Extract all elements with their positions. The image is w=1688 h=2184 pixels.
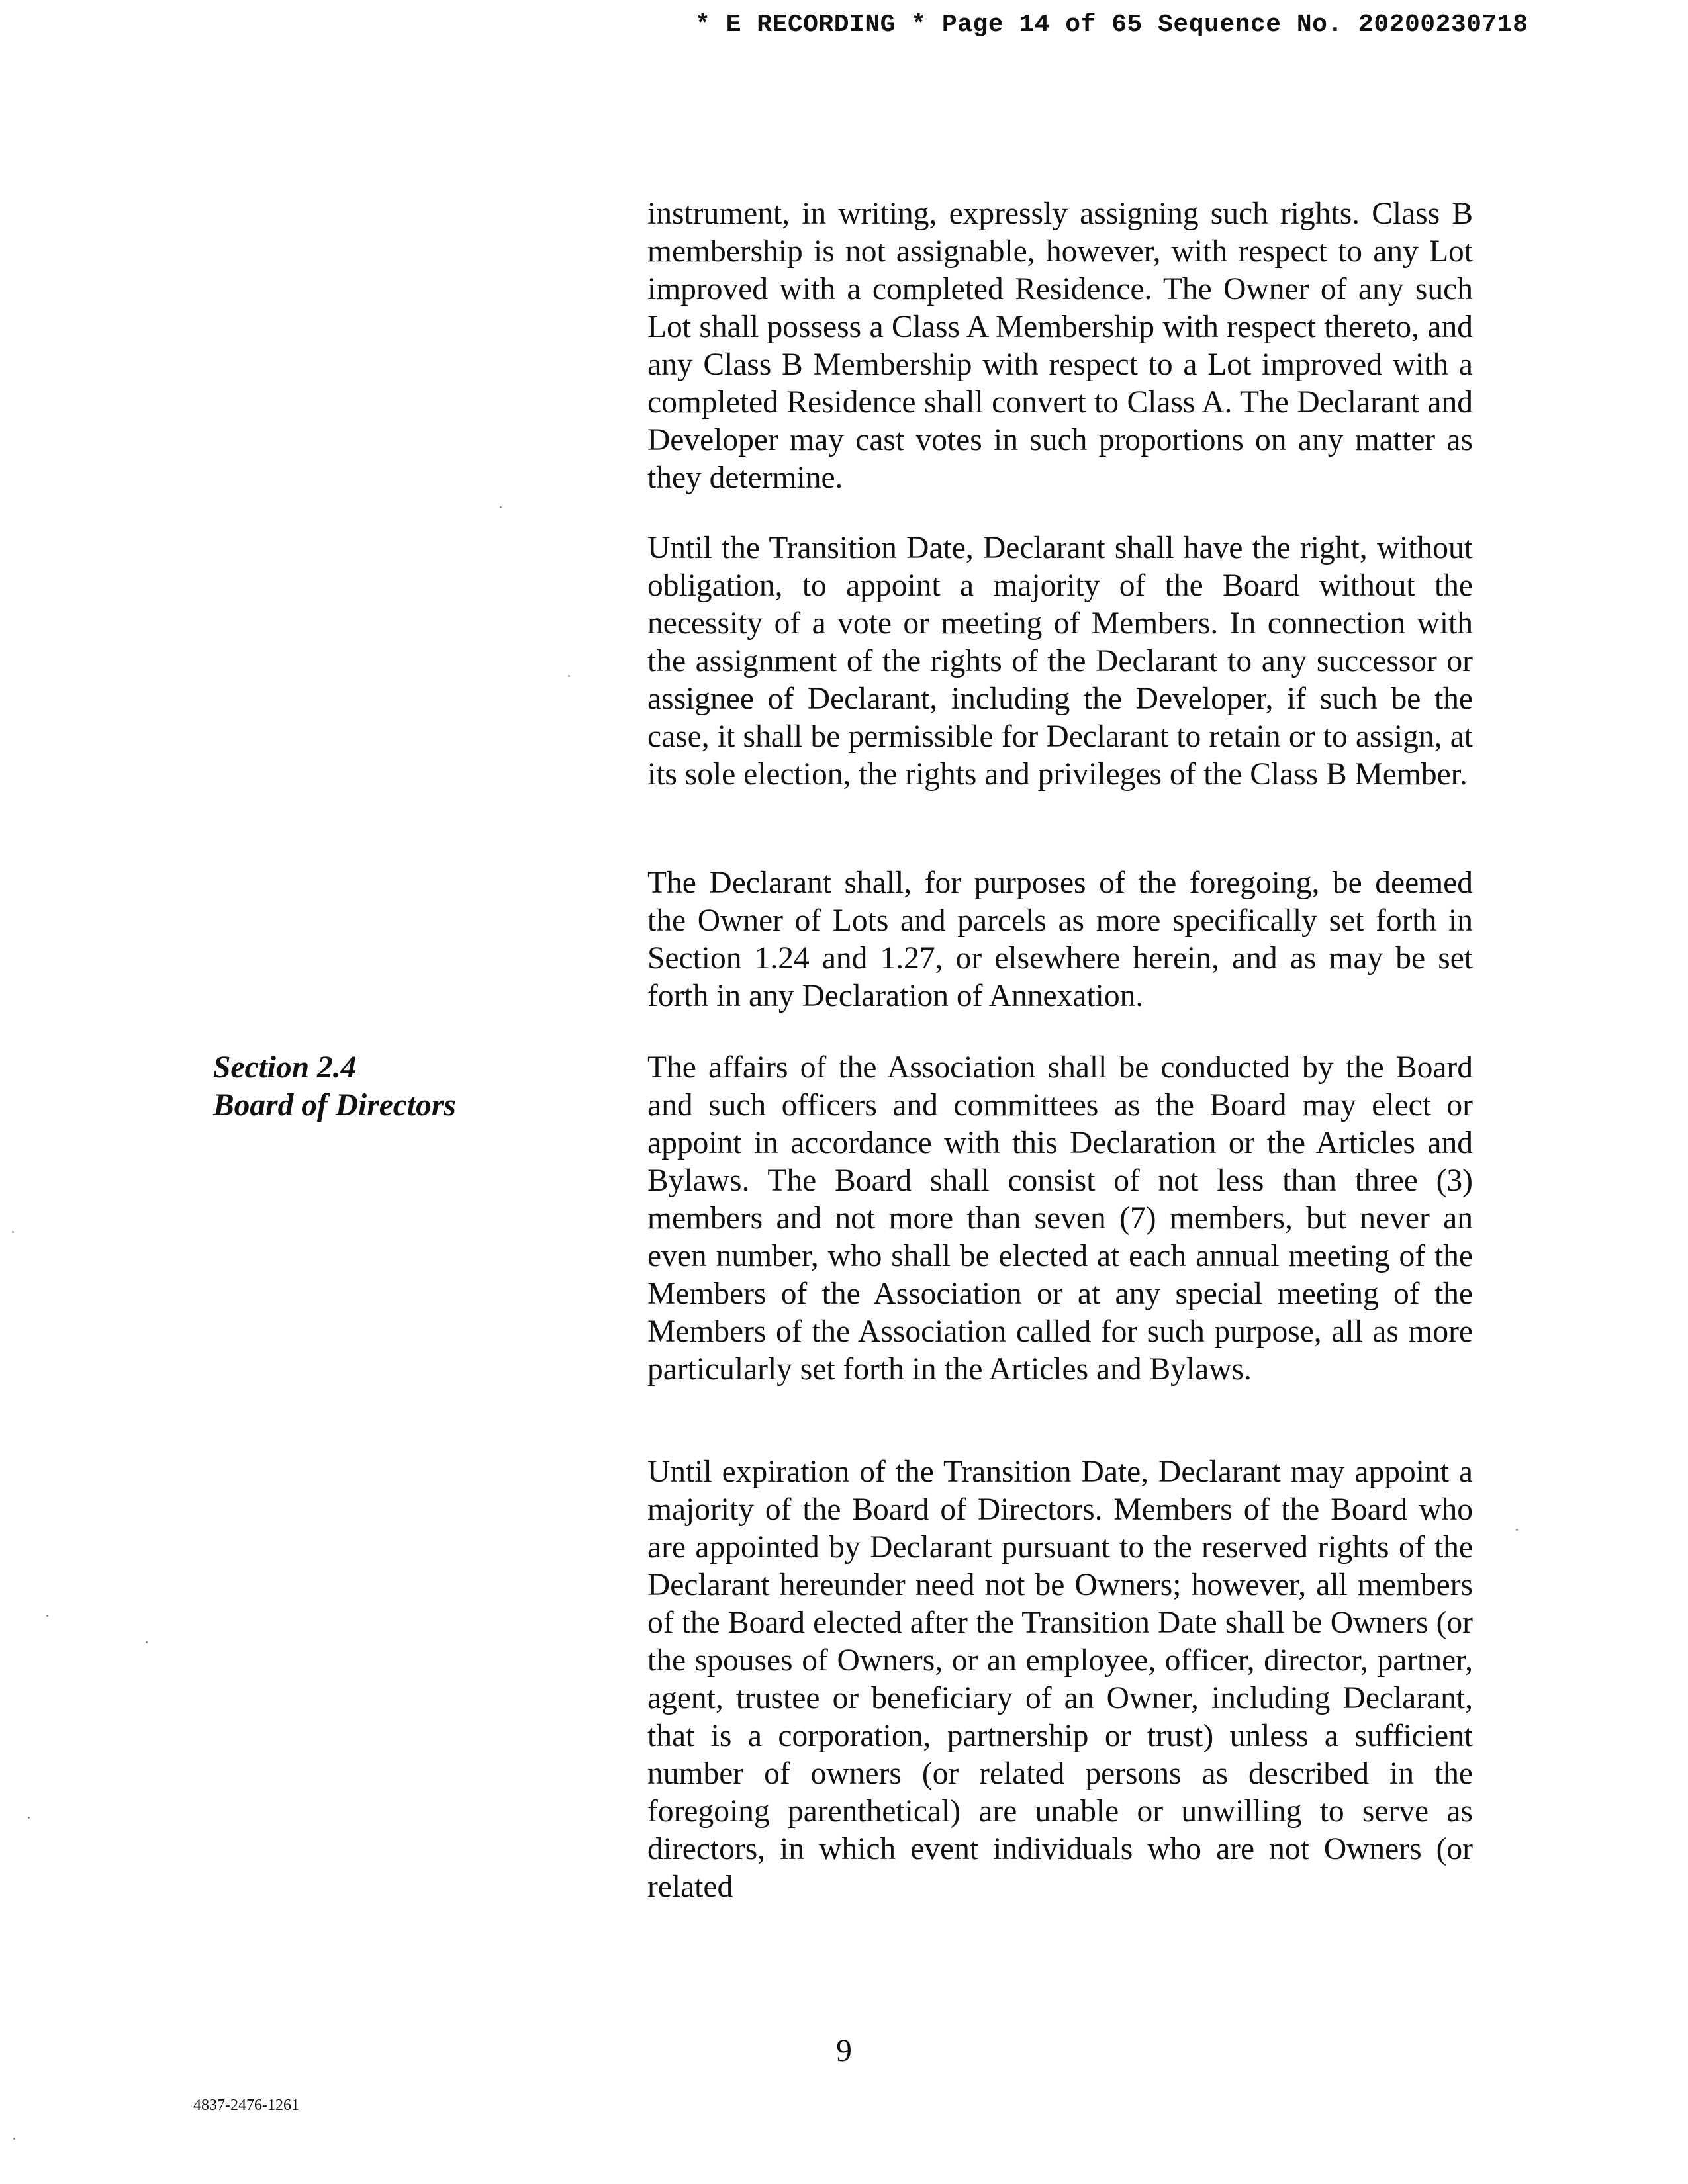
paragraph-transition-date-appointment [647, 529, 1473, 794]
paragraph-board-membership [647, 1453, 1473, 1906]
paragraph-text: instrument, in writing, expressly assigning such rights. Class B membership is not assignable, however, with respect to any Lot improved with a completed Residence. The Owner of any such Lot shall possess a Class A Membership with respect thereto, and any Class B Membership with respect to a Lot improved with a completed Residence shall convert to Class A. The Declarant and Developer may cast votes in such proportions on any matter as they determine. [647, 197, 1473, 495]
section-heading [213, 1049, 584, 1124]
recording-header: * E RECORDING * Page 14 of 65 Sequence No. 20200230718 [695, 11, 1528, 39]
paragraph-class-b-membership [647, 195, 1473, 497]
page-number: 9 [836, 2034, 852, 2068]
scan-speck [46, 1615, 48, 1617]
paragraph-text: The Declarant shall, for purposes of the foregoing, be deemed the Owner of Lots and parcels as more specifically set forth in Section 1.24 and 1.27, or elsewhere herein, and as may be set forth in any Declaration of Annexation. [647, 866, 1473, 1013]
scan-speck [146, 1641, 148, 1643]
paragraph-text: The affairs of the Association shall be conducted by the Board and such officers and committees as the Board may elect or appoint in accordance with this Declaration or the Articles and Bylaws. The Board shall consist of not less than three (3) members and not more than seven (7) members, but never an even number, who shall be elected at each annual meeting of the Members of the Association or at any special meeting of the Members of the Association called for such purpose, all as more particularly set forth in the Articles and Bylaws. [647, 1050, 1473, 1387]
section-title: Board of Directors [213, 1088, 456, 1122]
scan-speck [500, 506, 502, 508]
scan-speck [12, 1231, 14, 1233]
section-number: Section 2.4 [213, 1050, 357, 1085]
document-id: 4837-2476-1261 [193, 2097, 299, 2114]
scan-speck [13, 2138, 15, 2140]
paragraph-text: Until expiration of the Transition Date, Declarant may appoint a majority of the Board of Directors. Members of the Board who are appointed by Declarant pursuant to the reserved rights of the Declarant hereunder need not be Owners; however, all members of the Board elected after the Transition Date shall be Owners (or the spouses of Owners, or an employee, officer, director, partner, agent, trustee or beneficiary of an Owner, including Declarant, that is a corporation, partnership or trust) unless a sufficient number of owners (or related persons as described in the foregoing parenthetical) are unable or unwilling to serve as directors, in which event individuals who are not Owners (or related [647, 1455, 1473, 1904]
paragraph-declarant-owner [647, 864, 1473, 1015]
paragraph-text: Until the Transition Date, Declarant shall have the right, without obligation, to appoint a majority of the Board without the necessity of a vote or meeting of Members. In connection with the assignment of the rights of the Declarant to any successor or assignee of Declarant, including the Developer, if such be the case, it shall be permissible for Declarant to retain or to assign, at its sole election, the rights and privileges of the Class B Member. [647, 531, 1473, 792]
scan-speck [568, 675, 570, 677]
scan-speck [28, 1817, 30, 1819]
paragraph-board-affairs [647, 1049, 1473, 1388]
scan-speck [1516, 1529, 1518, 1531]
